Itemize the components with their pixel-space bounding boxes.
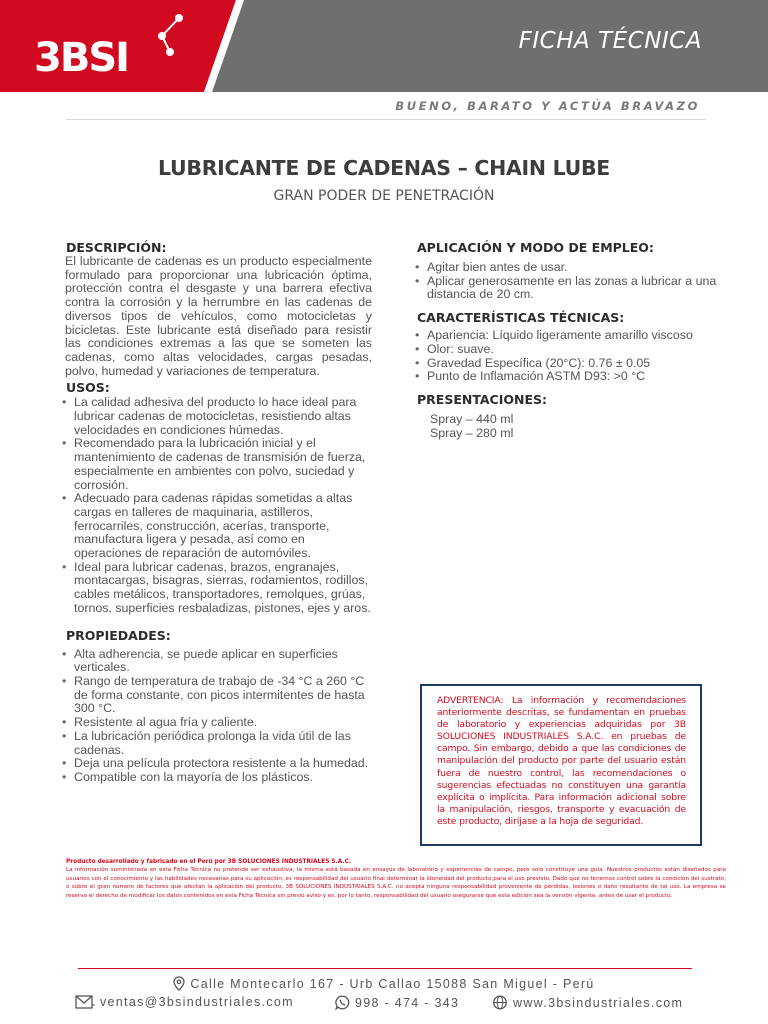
list-item: • Deja una película protectora resistente a la humedad.	[64, 757, 372, 771]
disclaimer	[66, 858, 726, 900]
right-column	[417, 240, 727, 440]
list-item: • Adecuado para cadenas rápidas sometidas a altas cargas en talleres de maquinaria, astilleros, ferrocarriles, construcción, acerías, transporte, manufactura ligera y pesada, así como en operaciones de reparación de automóviles.	[64, 492, 372, 561]
left-column	[66, 240, 372, 785]
phone-contact[interactable]	[335, 995, 459, 1010]
list-item: • Ideal para lubricar cadenas, brazos, engranajes, montacargas, bisagras, sierras, rodamientos, rodillos, cables metálicos, transportadores, remolques, grúas, tornos, superficies resbaladizas, pistones, ejes y aros.	[64, 561, 372, 616]
footer-contacts	[0, 995, 768, 1011]
caracteristicas-heading: CARACTERÍSTICAS TÉCNICAS:	[417, 310, 625, 326]
list-item: Spray – 280 ml	[430, 425, 514, 440]
list-item: • Punto de Inflamación ASTM D93: >0 °C	[417, 370, 727, 384]
list-item: Spray – 440 ml	[430, 411, 514, 426]
email-text: ventas@3bsindustriales.com	[100, 995, 294, 1009]
list-item: • Apariencia: Líquido ligeramente amarillo viscoso	[417, 329, 727, 343]
header-banner	[0, 0, 768, 92]
warning-box	[420, 684, 702, 846]
presentaciones-heading: PRESENTACIONES:	[417, 391, 548, 407]
propiedades-list	[66, 648, 372, 785]
list-item: • Recomendado para la lubricación inicial y el mantenimiento de cadenas de transmisión de fuerza, especialmente en ambientes con polvo, suciedad y corrosión.	[64, 437, 372, 492]
list-item: • Agitar bien antes de usar.	[417, 261, 727, 275]
whatsapp-icon	[335, 995, 350, 1010]
presentaciones-list	[417, 412, 727, 440]
list-item: • La calidad adhesiva del producto lo hace ideal para lubricar cadenas de motocicletas, resistiendo altas velocidades en condiciones húmedas.	[64, 396, 372, 437]
usos-list	[66, 396, 372, 615]
footer-address	[0, 976, 768, 991]
list-item: • Gravedad Específica (20°C): 0.76 ± 0.05	[417, 357, 727, 371]
usos-heading: USOS:	[66, 380, 110, 396]
warning-text: ADVERTENCIA: La información y recomendaciones anteriormente descritas, se fundamentan en pruebas de laboratorio y experiencias adquiridas por 3B SOLUCIONES INDUSTRIALES S.A.C. en pruebas de campo. Sin embargo, debido a que las condiciones de manipulación del producto por parte del usuario están fuera de nuestro control, las recomendaciones o sugerencias efectuadas no constituyen una garantía explícita o implícita. Para información adicional sobre la manipulación, riesgos, transporte y evacuación de este producto, diríjase a la hoja de seguridad.	[437, 695, 686, 827]
disclaimer-origin: Producto desarrollado y fabricado en el Perú por 3B SOLUCIONES INDUSTRIALES S.A.C.	[66, 859, 352, 865]
mail-icon	[75, 995, 95, 1009]
aplicacion-list	[417, 261, 727, 302]
propiedades-heading: PROPIEDADES:	[66, 627, 171, 643]
disclaimer-text: La información suministrada en esta Ficha Técnica no pretende ser exhaustiva; la misma está basada en ensayos de laboratorio y experiencias de campo, pero solo constituye una guía. Nuestros productos están diseñados para usuarios con el conocimiento y las habilidades necesarias para su aplicación; es responsabilidad del usuario final determinar la idoneidad del producto para el uso previsto. Dado que no tenemos control sobre la condición del sustrato, o sobre el gran número de factores que afectan la aplicación del producto, 3B SOLUCIONES INDUSTRIALES S.A.C. no acepta ninguna responsabilidad proveniente de pérdidas, lesiones o daño resultante de tal uso. La empresa se reserva el derecho de modificar los datos contenidos en esta Ficha Técnica sin previo aviso y es, por lo tanto, responsabilidad del usuario asegurarse que esta edición sea la versión vigente, antes de usar el producto.	[66, 867, 726, 899]
location-pin-icon	[173, 976, 185, 991]
list-item: • La lubricación periódica prolonga la vida útil de las cadenas.	[64, 730, 372, 757]
list-item: • Resistente al agua fría y caliente.	[64, 716, 372, 730]
list-item: • Aplicar generosamente en las zonas a lubricar a una distancia de 20 cm.	[417, 275, 727, 302]
list-item: • Alta adherencia, se puede aplicar en superficies verticales.	[64, 648, 372, 675]
footer-divider	[78, 968, 692, 969]
caracteristicas-list	[417, 329, 727, 384]
globe-icon	[492, 995, 508, 1010]
email-contact[interactable]	[75, 995, 294, 1009]
brand-logo: 3BSI	[34, 35, 129, 81]
slogan: BUENO, BARATO Y ACTÚA BRAVAZO	[395, 99, 700, 113]
product-title: LUBRICANTE DE CADENAS – CHAIN LUBE	[157, 156, 610, 180]
list-item: • Rango de temperatura de trabajo de -34 °C a 260 °C de forma constante, con picos intermitentes de hasta 300 °C.	[64, 675, 372, 716]
address-text: Calle Montecarlo 167 - Urb Callao 15088 San Miguel - Perú	[190, 977, 595, 991]
product-subtitle: GRAN PODER DE PENETRACIÓN	[273, 188, 495, 204]
list-item: • Compatible con la mayoría de los plásticos.	[64, 771, 372, 785]
website-contact[interactable]	[492, 995, 683, 1010]
aplicacion-heading: APLICACIÓN Y MODO DE EMPLEO:	[417, 240, 654, 255]
descripcion-text: El lubricante de cadenas es un producto especialmente formulado para proporcionar una lubricación óptima, protección contra el desgaste y una barrera efectiva contra la corrosión y la herrumbre en las cadenas de diversos tipos de vehículos, como motocicletas y bicicletas. Este lubricante está diseñado para resistir las condiciones extremas a las que se someten las cadenas, como altas velocidades, cargas pesadas, polvo, humedad y variaciones de temperatura.	[65, 254, 372, 378]
document-type-title: FICHA TÉCNICA	[518, 28, 702, 54]
descripcion-heading: DESCRIPCIÓN:	[66, 240, 167, 255]
phone-text: 998 - 474 - 343	[355, 996, 460, 1010]
website-text: www.3bsindustriales.com	[513, 996, 684, 1010]
header-divider	[66, 119, 706, 120]
list-item: • Olor: suave.	[417, 343, 727, 357]
